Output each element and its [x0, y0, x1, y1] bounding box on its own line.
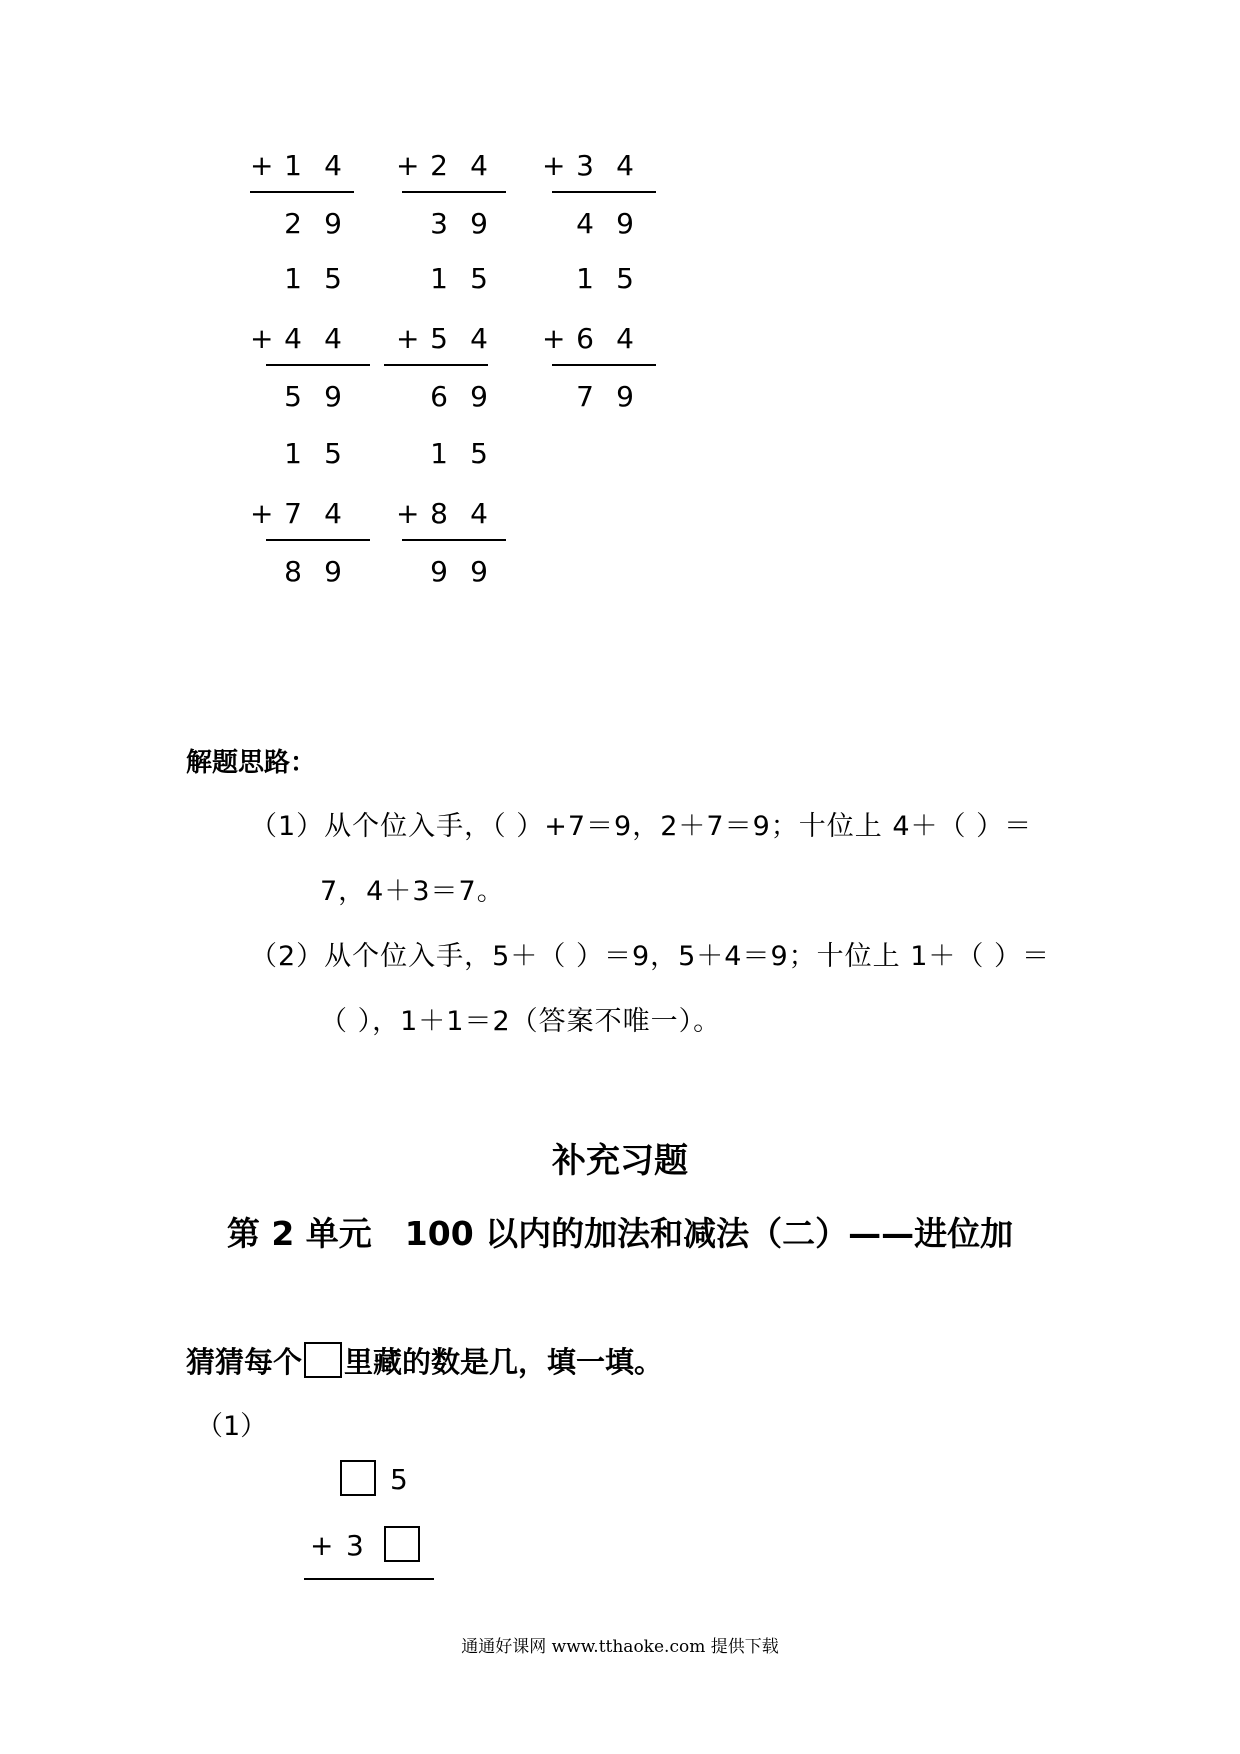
digit: 1 [284, 437, 302, 470]
hint-line-1: （1）从个位入手，（ ）+7＝9，2＋7＝9；十位上 4＋（ ）＝ [250, 811, 1033, 842]
digit: 9 [616, 207, 634, 240]
blank-box-icon [304, 1342, 342, 1378]
digit: 1 [284, 262, 302, 295]
digit: 4 [324, 497, 342, 530]
digit: 4 [324, 322, 342, 355]
digit: 5 [470, 262, 488, 295]
digit: 4 [470, 322, 488, 355]
addition-problem-3 [542, 145, 682, 255]
addition-problem-4 [250, 262, 390, 432]
digit: 9 [470, 555, 488, 588]
digit: 6 [430, 380, 448, 413]
digit: 5 [324, 262, 342, 295]
bottom-tens-digit: 3 [346, 1529, 364, 1562]
hint-title: 解题思路： [186, 748, 317, 778]
digit: 4 [470, 149, 488, 182]
section-subtitle: 第 2 单元 100 以内的加法和减法（二）——进位加 [226, 1214, 1014, 1253]
addition-problem-7 [250, 437, 390, 607]
addition-problem-5 [396, 262, 536, 432]
addition-problem-1 [250, 145, 390, 255]
digit: 6 [576, 322, 594, 355]
question-title [186, 1340, 663, 1381]
blank-box-tens[interactable] [340, 1460, 376, 1496]
sum-line [250, 191, 354, 193]
digit: 9 [430, 555, 448, 588]
digit: 2 [430, 149, 448, 182]
plus-sign: + [542, 149, 566, 182]
plus-sign: + [396, 322, 420, 355]
digit: 8 [284, 555, 302, 588]
digit: 5 [616, 262, 634, 295]
footer: 通通好课网 www.tthaoke.com 提供下载 [461, 1637, 779, 1657]
sum-line [266, 539, 370, 541]
digit: 1 [576, 262, 594, 295]
digit: 4 [284, 322, 302, 355]
sum-line [384, 364, 488, 366]
sum-line [304, 1578, 434, 1580]
digit: 9 [470, 207, 488, 240]
section-title: 补充习题 [552, 1141, 688, 1181]
digit: 9 [470, 380, 488, 413]
digit: 3 [430, 207, 448, 240]
digit: 5 [470, 437, 488, 470]
addition-problem-6 [542, 262, 682, 432]
digit: 4 [616, 149, 634, 182]
digit: 4 [576, 207, 594, 240]
digit: 9 [616, 380, 634, 413]
digit: 9 [324, 207, 342, 240]
digit: 9 [324, 380, 342, 413]
plus-sign: + [250, 322, 274, 355]
sum-line [266, 364, 370, 366]
addition-problem-2 [396, 145, 536, 255]
digit: 2 [284, 207, 302, 240]
hint-line-3: （2）从个位入手，5＋（ ）＝9，5＋4＝9；十位上 1＋（ ）＝ [250, 941, 1050, 972]
sum-line [552, 364, 656, 366]
sum-line [402, 539, 506, 541]
plus-sign: + [396, 497, 420, 530]
digit: 7 [576, 380, 594, 413]
digit: 4 [616, 322, 634, 355]
question-title-before: 猜猜每个 [186, 1345, 303, 1379]
addition-problem-8 [396, 437, 536, 607]
sum-line [402, 191, 506, 193]
question-number: （1） [196, 1411, 268, 1442]
digit: 9 [324, 555, 342, 588]
digit: 8 [430, 497, 448, 530]
hint-line-4: （ ），1＋1＝2（答案不唯一）。 [320, 1006, 722, 1037]
sum-line [552, 191, 656, 193]
digit: 1 [430, 262, 448, 295]
digit: 3 [576, 149, 594, 182]
plus-sign: + [542, 322, 566, 355]
digit: 7 [284, 497, 302, 530]
blank-box-ones[interactable] [384, 1526, 420, 1562]
digit: 1 [284, 149, 302, 182]
digit: 1 [430, 437, 448, 470]
top-ones-digit: 5 [390, 1463, 408, 1496]
digit: 4 [470, 497, 488, 530]
hint-line-2: 7，4＋3＝7。 [320, 876, 505, 907]
digit: 5 [324, 437, 342, 470]
plus-sign: + [396, 149, 420, 182]
plus-sign: + [250, 497, 274, 530]
plus-sign: + [310, 1529, 334, 1562]
plus-sign: + [250, 149, 274, 182]
question-title-after: 里藏的数是几，填一填。 [344, 1345, 664, 1379]
digit: 5 [284, 380, 302, 413]
digit: 4 [324, 149, 342, 182]
digit: 5 [430, 322, 448, 355]
